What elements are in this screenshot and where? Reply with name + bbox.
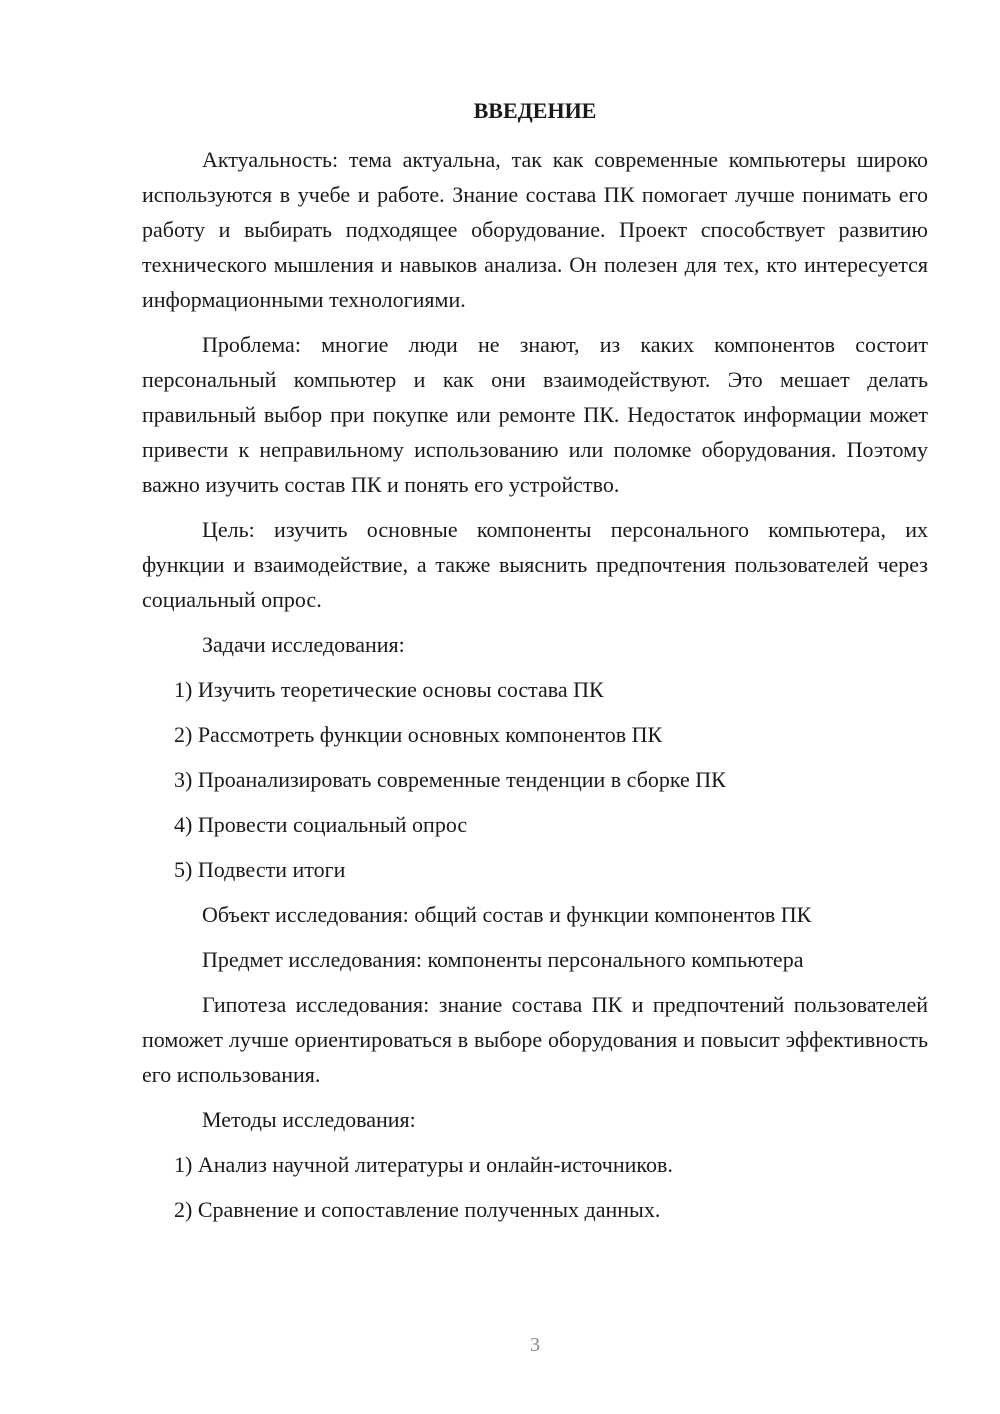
task-item: 5) Подвести итоги [174,857,346,882]
object-paragraph: Объект исследования: общий состав и функции компонентов ПК [202,902,812,927]
task-item: 1) Изучить теоретические основы состава ПК [174,677,604,702]
method-item: 2) Сравнение и сопоставление полученных данных. [174,1197,661,1222]
methods-list [142,1147,928,1227]
task-item: 4) Провести социальный опрос [174,812,468,837]
document-body [142,142,928,1237]
goal-paragraph: Цель: изучить основные компоненты персонального компьютера, их функции и взаимодействие, а также выяснить предпочтения пользователей через социальный опрос. [142,517,928,612]
problem-paragraph: Проблема: многие люди не знают, из каких компонентов состоит персональный компьютер и как они взаимодействуют. Это мешает делать правильный выбор при покупке или ремонте ПК. Недостаток информации может привести к неправильному использованию или поломке оборудования. Поэтому важно изучить состав ПК и понять его устройство. [142,332,928,497]
hypothesis-paragraph: Гипотеза исследования: знание состава ПК и предпочтений пользователей поможет лучше ориентироваться в выборе оборудования и повысит эффективность его использования. [142,992,928,1087]
task-item: 2) Рассмотреть функции основных компонентов ПК [174,722,663,747]
tasks-list [142,672,928,887]
methods-label: Методы исследования: [202,1107,416,1132]
tasks-label: Задачи исследования: [202,632,405,657]
page-title: ВВЕДЕНИЕ [473,98,597,123]
task-item: 3) Проанализировать современные тенденции в сборке ПК [174,767,726,792]
method-item: 1) Анализ научной литературы и онлайн-источников. [174,1152,673,1177]
page-number: 3 [530,1334,540,1356]
subject-paragraph: Предмет исследования: компоненты персонального компьютера [202,947,804,972]
relevance-paragraph: Актуальность: тема актуальна, так как современные компьютеры широко используются в учебе и работе. Знание состава ПК помогает лучше понимать его работу и выбирать подходящее оборудование. Проект способствует развитию технического мышления и навыков анализа. Он полезен для тех, кто интересуется информационными технологиями. [142,147,928,312]
